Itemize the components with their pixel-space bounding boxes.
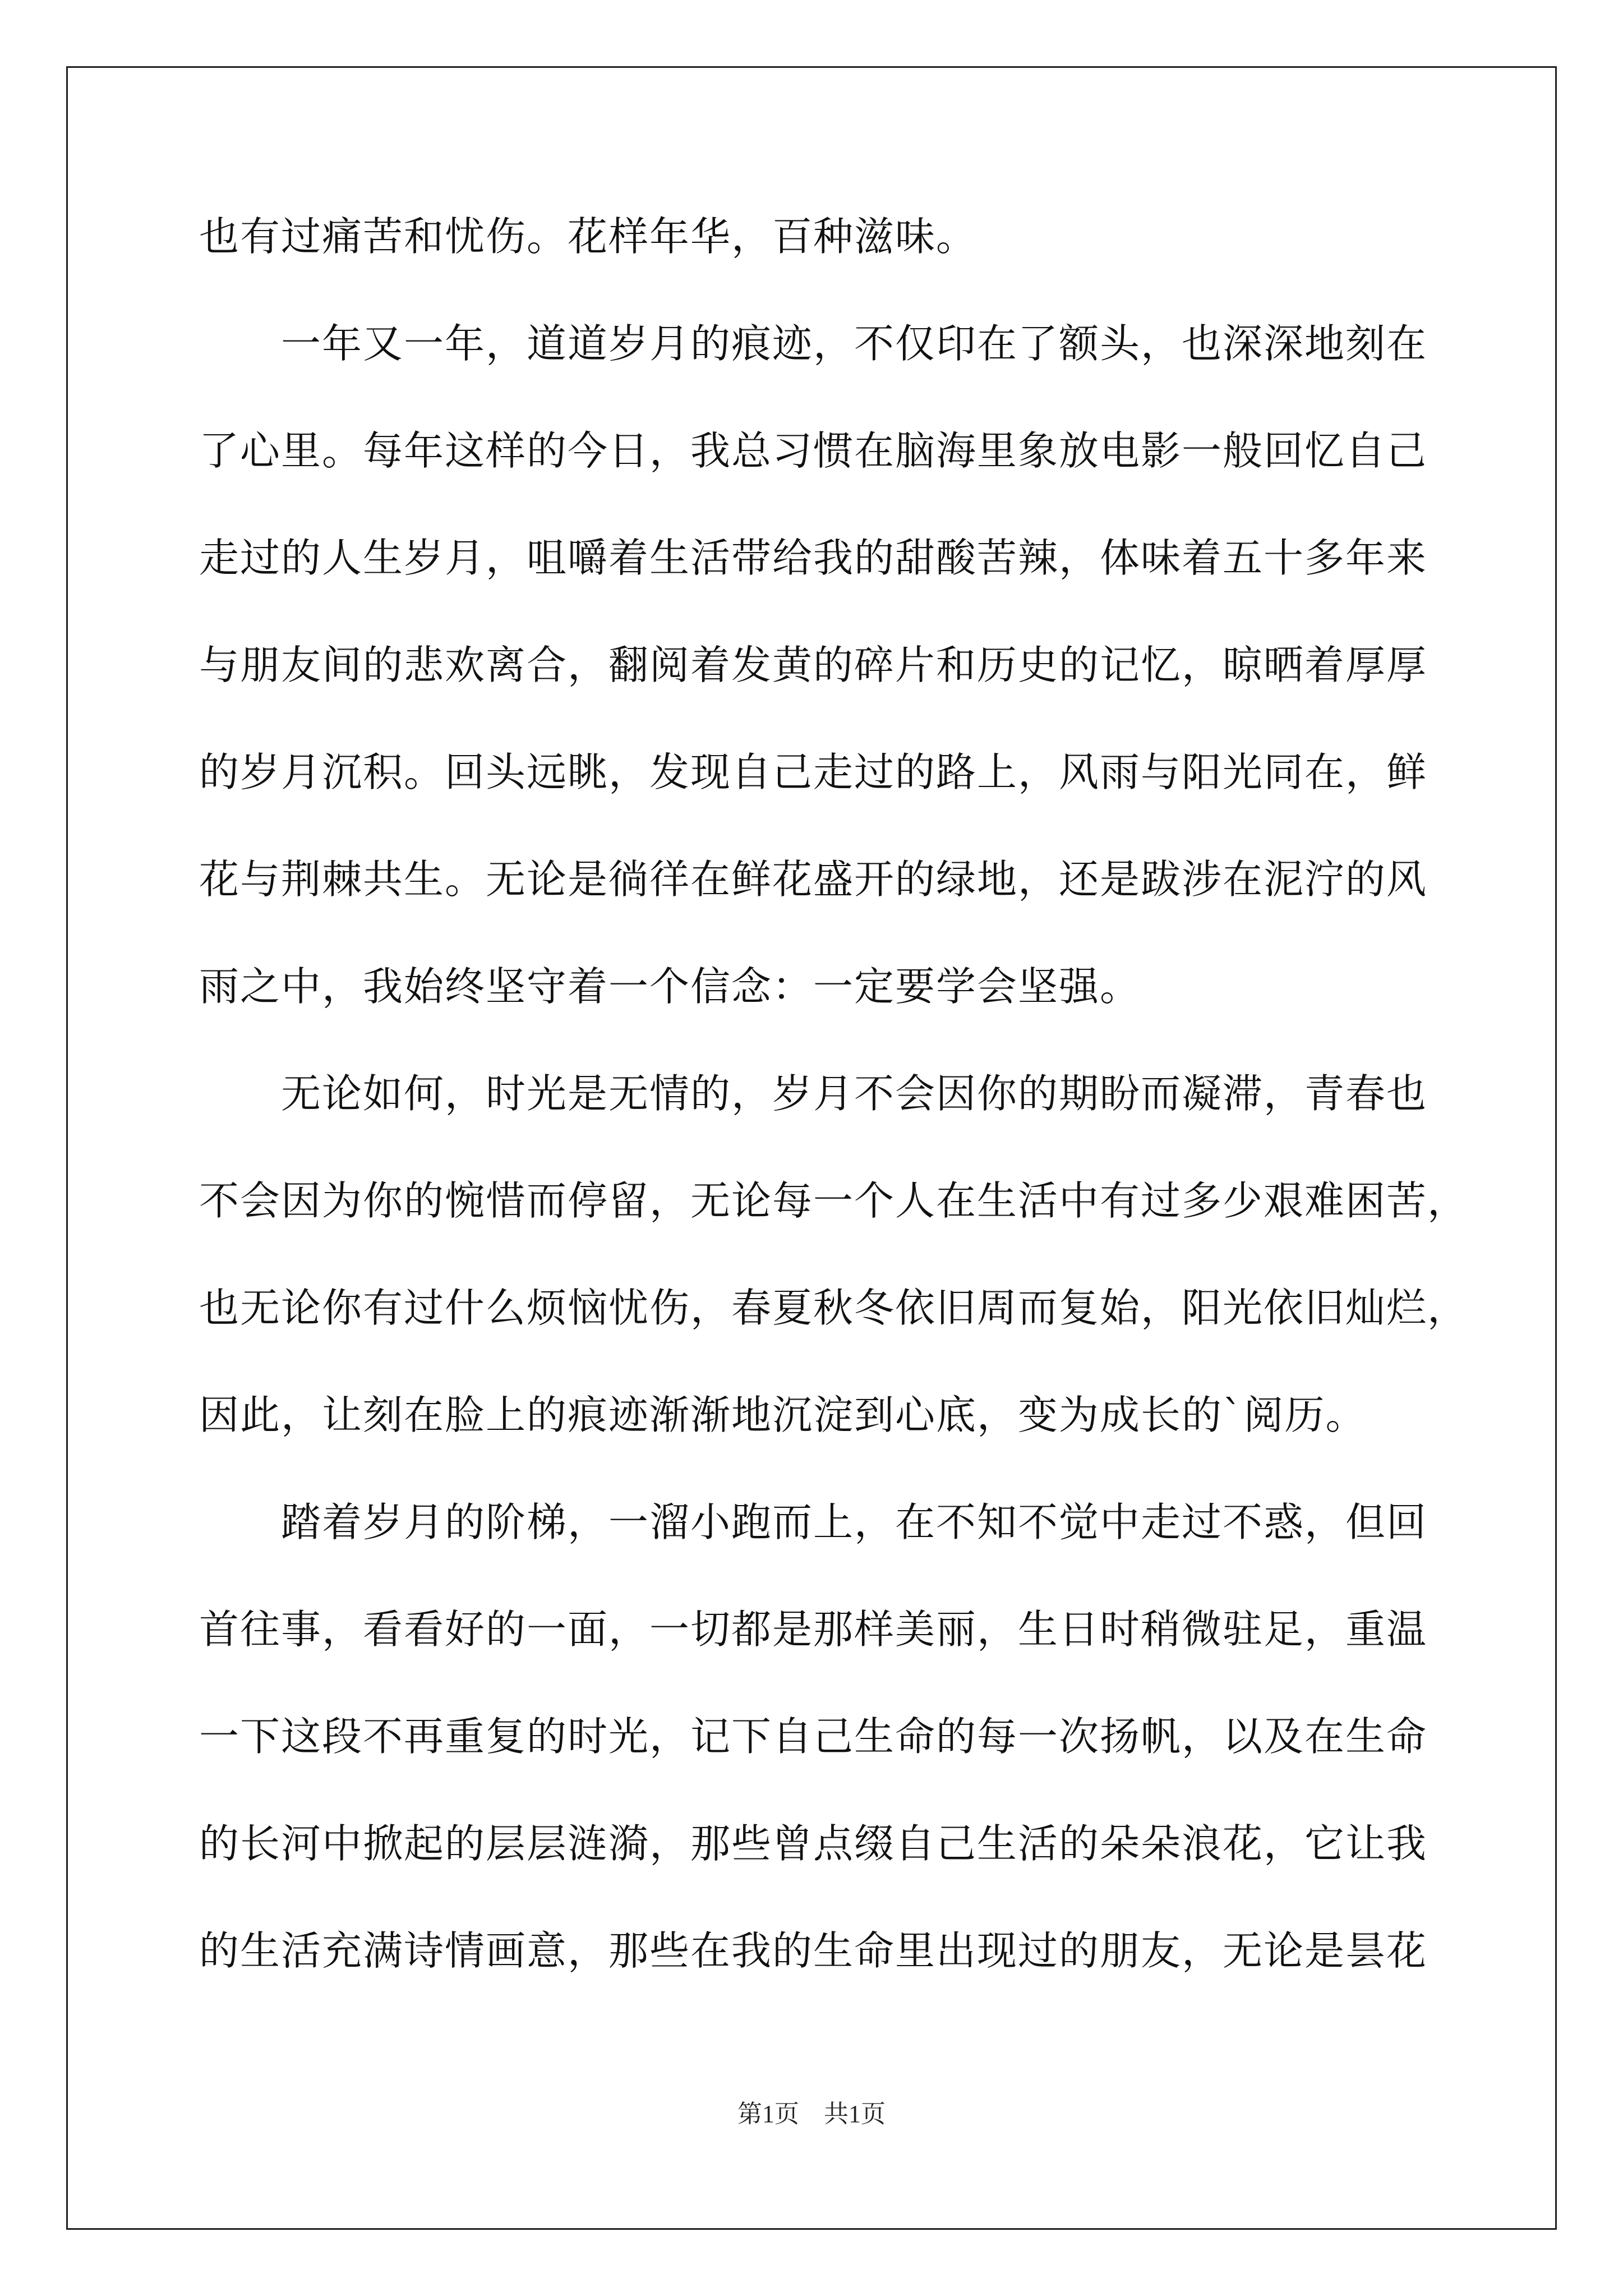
text-line: 也有过痛苦和忧伤。花样年华，百种滋味。 [199, 213, 978, 260]
text-line: 踏着岁月的阶梯，一溜小跑而上，在不知不觉中走过不惑，但回 [199, 1499, 1428, 1545]
text-line: 不会因为你的惋惜而停留，无论每一个人在生活中有过多少艰难困苦， [199, 1177, 1469, 1224]
text-line: 与朋友间的悲欢离合，翻阅着发黄的碎片和历史的记忆，晾晒着厚厚 [199, 642, 1428, 688]
text-line: 的岁月沉积。回头远眺，发现自己走过的路上，风雨与阳光同在，鲜 [199, 749, 1428, 795]
text-line: 一下这段不再重复的时光，记下自己生命的每一次扬帆，以及在生命 [199, 1713, 1428, 1760]
text-line: 一年又一年，道道岁月的痕迹，不仅印在了额头，也深深地刻在 [199, 320, 1428, 367]
text-line: 因此，让刻在脸上的痕迹渐渐地沉淀到心底，变为成长的`阅历。 [199, 1392, 1367, 1438]
text-line: 无论如何，时光是无情的，岁月不会因你的期盼而凝滞，青春也 [199, 1070, 1428, 1117]
text-line: 了心里。每年这样的今日，我总习惯在脑海里象放电影一般回忆自己 [199, 427, 1428, 474]
page-number: 第1页 共1页 [737, 2100, 886, 2128]
text-line: 也无论你有过什么烦恼忧伤，春夏秋冬依旧周而复始，阳光依旧灿烂， [199, 1285, 1469, 1331]
text-line: 的长河中掀起的层层涟漪，那些曾点缀自己生活的朵朵浪花，它让我 [199, 1820, 1428, 1867]
text-line: 首往事，看看好的一面，一切都是那样美丽，生日时稍微驻足，重温 [199, 1606, 1428, 1653]
text-line: 的生活充满诗情画意，那些在我的生命里出现过的朋友，无论是昙花 [199, 1927, 1428, 1974]
text-line: 花与荆棘共生。无论是徜徉在鲜花盛开的绿地，还是跋涉在泥泞的风 [199, 856, 1428, 903]
text-line: 走过的人生岁月，咀嚼着生活带给我的甜酸苦辣，体味着五十多年来 [199, 535, 1428, 581]
document-body [199, 203, 1469, 2024]
text-line: 雨之中，我始终坚守着一个信念：一定要学会坚强。 [199, 963, 1141, 1010]
